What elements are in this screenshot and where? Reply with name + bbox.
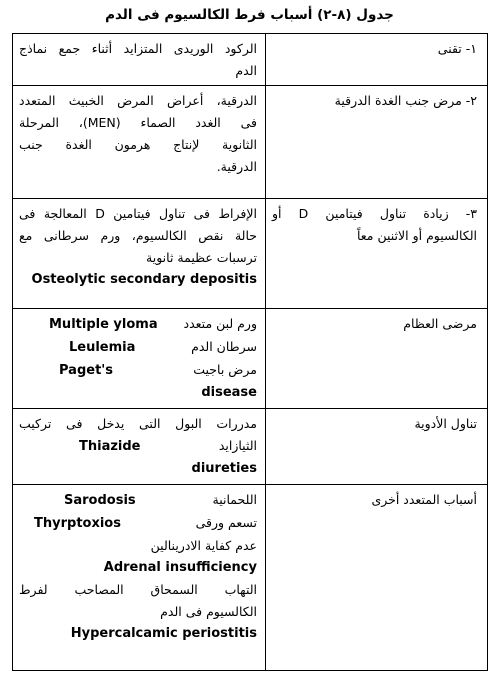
detail-line: الركود الوريدى المتزايد أثناء جمع نماذج — [19, 41, 257, 56]
cause-cell — [266, 86, 488, 199]
cause-cell — [266, 485, 488, 671]
english-term: Paget's — [59, 363, 114, 378]
cause-text: أسباب المتعدد أخرى — [371, 492, 477, 507]
term-pair — [19, 359, 257, 382]
english-term: Adrenal insufficiency — [103, 560, 257, 575]
arabic-term: اللحمانية — [212, 492, 257, 507]
arabic-term: سرطان الدم — [191, 339, 257, 354]
detail-line: الكالسيوم فى الدم — [160, 604, 257, 619]
term-pair — [19, 489, 257, 512]
english-term: Leulemia — [69, 340, 136, 355]
cause-text: ٣- زيادة تناول فيتامين D أو — [272, 206, 477, 221]
detail-line: الثانوية لإنتاج هرمون الغدة جنب — [19, 137, 257, 152]
table-row — [13, 485, 488, 671]
detail-line: الدرقية، أعراض المرض الخبيث المتعدد — [19, 93, 257, 108]
term-pair — [19, 336, 257, 359]
term-pair — [19, 435, 257, 458]
cause-text: ٢- مرض جنب الغدة الدرقية — [334, 93, 477, 108]
detail-line: عدم كفاية الادرينالين — [150, 538, 257, 553]
table-row — [13, 86, 488, 199]
arabic-term: تسعم ورقى — [195, 515, 257, 530]
detail-line: ترسبات عظيمة ثانوية — [146, 250, 257, 265]
english-term: Thyrptoxios — [34, 516, 121, 531]
english-term: diureties — [191, 461, 257, 476]
detail-line: حالة نقص الكالسيوم، ورم سرطانى مع — [19, 228, 257, 243]
cause-text: مرضى العظام — [403, 316, 477, 331]
english-term: Thiazide — [79, 439, 141, 454]
arabic-term: ورم لبن متعدد — [183, 316, 257, 331]
english-term: disease — [201, 385, 257, 400]
cause-text: تناول الأدوية — [414, 416, 477, 431]
table-row — [13, 409, 488, 485]
cause-cell — [266, 309, 488, 409]
detail-line: فى الغدد الصماء (MEN)، المرحلة — [19, 115, 257, 130]
cause-text: الكالسيوم أو الاثنين معاً — [356, 228, 477, 243]
detail-line: الدرقية. — [216, 159, 257, 174]
cause-text: ١- تقنى — [437, 41, 477, 56]
table-row — [13, 309, 488, 409]
detail-line: الإفراط فى تناول فيتامين D المعالجة فى — [19, 206, 257, 221]
table-title: جدول (٨-٢) أسباب فرط الكالسيوم فى الدم — [105, 7, 394, 23]
cause-cell — [266, 199, 488, 309]
table-row — [13, 34, 488, 86]
english-term: Multiple yloma — [49, 317, 158, 332]
term-pair — [19, 512, 257, 535]
detail-cell — [13, 485, 266, 671]
detail-cell — [13, 86, 266, 199]
arabic-term: مرض باجيت — [193, 362, 257, 377]
detail-english-term: Osteolytic secondary depositis — [31, 272, 257, 287]
detail-line: مدررات البول التى يدخل فى تركيب — [19, 416, 257, 431]
english-term: Sarodosis — [64, 493, 136, 508]
english-term: Hypercalcamic periostitis — [70, 626, 257, 641]
arabic-term: الثيازايد — [218, 438, 257, 453]
detail-line: الدم — [235, 63, 257, 78]
detail-cell — [13, 199, 266, 309]
cause-cell — [266, 409, 488, 485]
detail-cell — [13, 409, 266, 485]
cause-cell — [266, 34, 488, 86]
detail-cell — [13, 309, 266, 409]
term-pair — [19, 313, 257, 336]
detail-line: التهاب السمحاق المصاحب لفرط — [19, 582, 257, 597]
detail-cell — [13, 34, 266, 86]
table-row — [13, 199, 488, 309]
causes-table — [12, 33, 488, 671]
